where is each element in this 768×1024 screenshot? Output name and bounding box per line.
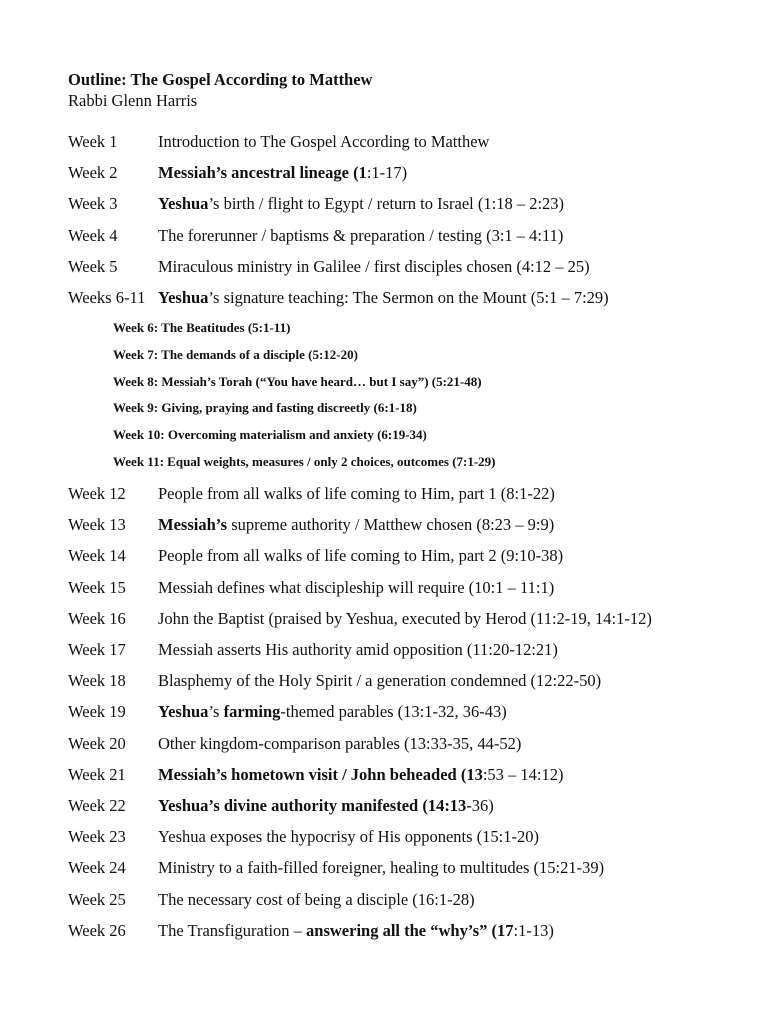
description-segment: Yeshua’s divine authority manifested (14:13 [158,796,467,815]
sermon-subweek-item: Week 6: The Beatitudes (5:1-11) [113,320,291,335]
week-description [158,255,590,279]
week-number: Week 23 [68,827,126,847]
week-number: Week 20 [68,733,126,753]
sermon-subweek-item: Week 7: The demands of a disciple (5:12-20) [113,346,358,362]
week-number: Weeks 6-11 [68,288,146,307]
description-segment: farming [223,702,281,722]
week-description [158,669,601,693]
week-number: Week 16 [68,608,126,628]
description-segment: ’s signature teaching: The Sermon on the Mount (5:1 – 7:29) [208,288,609,307]
description-segment: answering all the “why’s” (17 [306,920,514,940]
description-segment: :53 – 14:12) [482,764,564,784]
description-segment: :1-13) [513,920,554,940]
description-segment: John the Baptist (praised by Yeshua, executed by Herod (11:2-19, 14:1-12) [158,608,652,628]
description-segment: Yeshua exposes the hypocrisy of His opponents (15:1-20) [158,827,539,847]
week-description [158,607,652,631]
description-segment: The necessary cost of being a disciple (16:1-28) [158,889,475,909]
description-segment: Messiah defines what discipleship will require (10:1 – 11:1) [158,577,555,597]
week-description [158,482,555,506]
week-description [158,286,609,310]
description-segment: supreme authority / Matthew chosen (8:23 – 9:9) [227,515,555,535]
description-segment: Other kingdom-comparison parables (13:33-35, 44-52) [158,733,522,753]
week-number: Week 13 [68,515,126,535]
week-description [158,192,564,216]
week-number: Week 2 [68,163,118,183]
sermon-subweek-item: Week 8: Messiah’s Torah (“You have heard… but I say”) (5:21-48) [113,373,482,389]
description-segment: ’s birth / flight to Egypt / return to Israel (1:18 – 2:23) [208,194,565,214]
week-description [158,888,475,912]
week-description [158,130,489,154]
week-number: Week 26 [68,920,126,940]
week-number: Week 14 [68,546,126,566]
week-description [158,576,554,600]
description-segment: Ministry to a faith-filled foreigner, healing to multitudes (15:21-39) [158,858,605,878]
week-number: Week 3 [68,194,118,214]
description-segment: Miraculous ministry in Galilee / first disciples chosen (4:12 – 25) [158,256,590,276]
description-segment: -themed parables (13:1-32, 36-43) [280,702,507,722]
description-segment: -36) [466,796,494,815]
week-number: Week 19 [68,702,126,722]
description-segment: :1-17) [366,163,408,183]
week-number: Week 21 [68,764,126,784]
description-segment: Yeshua [158,194,209,214]
description-segment: Messiah’s hometown visit / John beheaded (13 [158,764,483,784]
sermon-subweek-item: Week 11: Equal weights, measures / only 2 choices, outcomes (7:1-29) [113,454,496,469]
description-segment: Yeshua [158,702,209,722]
week-description [158,794,494,818]
week-number: Week 12 [68,484,126,503]
description-segment: Blasphemy of the Holy Spirit / a generation condemned (12:22-50) [158,671,602,691]
document-author: Rabbi Glenn Harris [68,91,198,110]
sermon-subweek-item: Week 10: Overcoming materialism and anxiety (6:19-34) [113,427,427,443]
sermon-subweek-item: Week 9: Giving, praying and fasting discreetly (6:1-18) [113,400,417,416]
week-description [158,825,539,849]
week-description [158,919,554,943]
description-segment: Messiah’s ancestral lineage (1 [158,163,367,183]
description-segment: The Transfiguration – [158,920,307,940]
description-segment: Yeshua [158,288,209,307]
week-number: Week 5 [68,256,118,276]
description-segment: ’s [208,702,224,722]
week-description [158,161,407,185]
week-description [158,544,563,568]
document-title: Outline: The Gospel According to Matthew [68,70,373,89]
description-segment: Messiah’s [158,515,228,535]
week-number: Week 1 [68,132,118,151]
week-description [158,856,604,880]
week-number: Week 22 [68,796,126,815]
week-description [158,700,507,724]
description-segment: People from all walks of life coming to Him, part 2 (9:10-38) [158,546,564,566]
week-number: Week 25 [68,889,126,909]
week-number: Week 17 [68,640,126,659]
week-number: Week 24 [68,858,126,878]
week-description [158,638,558,662]
week-description [158,732,521,756]
description-segment: The forerunner / baptisms & preparation / testing (3:1 – 4:11) [158,225,564,245]
week-description [158,513,554,537]
description-segment: Messiah asserts His authority amid opposition (11:20-12:21) [158,640,558,659]
description-segment: Introduction to The Gospel According to Matthew [158,132,490,151]
week-description [158,763,564,787]
week-number: Week 15 [68,577,126,597]
week-number: Week 4 [68,225,118,245]
description-segment: People from all walks of life coming to Him, part 1 (8:1-22) [158,484,555,503]
week-number: Week 18 [68,671,126,691]
week-description [158,224,563,248]
